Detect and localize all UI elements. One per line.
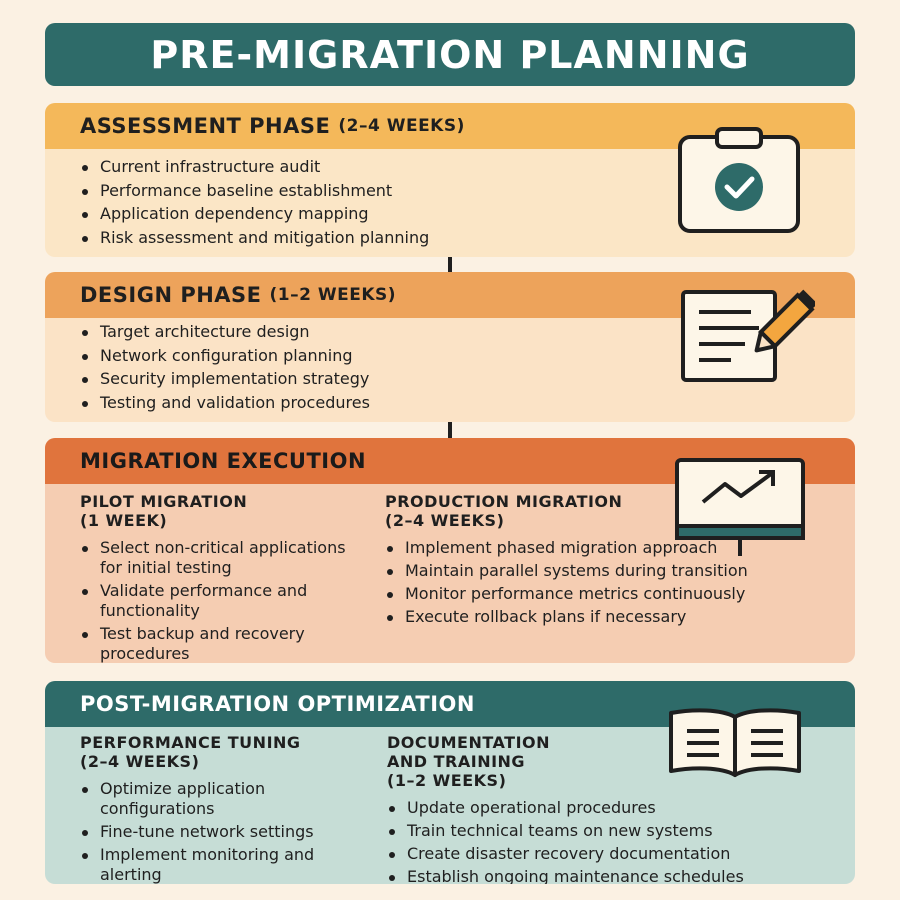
connector-line <box>448 257 452 272</box>
assessment-phase-panel <box>45 103 855 257</box>
pilot-migration-title: PILOT MIGRATION (1 WEEK) <box>80 492 248 530</box>
list-item: Train technical teams on new systems <box>387 821 827 841</box>
document-pencil-icon <box>675 288 815 384</box>
connector-line <box>448 422 452 438</box>
list-item: Fine-tune network settings <box>80 822 370 842</box>
list-item: Current infrastructure audit <box>80 157 429 177</box>
list-item: Target architecture design <box>80 322 370 342</box>
post-migration-panel <box>45 681 855 884</box>
title-banner <box>45 23 855 86</box>
clipboard-check-icon <box>675 125 805 237</box>
list-item: Monitor performance metrics continuously <box>385 584 825 604</box>
pilot-migration-list <box>80 538 370 663</box>
list-item: Update operational procedures <box>387 798 827 818</box>
list-item: Performance baseline establishment <box>80 181 429 201</box>
list-item: Test backup and recovery procedures <box>80 624 370 663</box>
list-item: Execute rollback plans if necessary <box>385 607 825 627</box>
performance-tuning-list <box>80 779 370 884</box>
documentation-training-title: DOCUMENTATION AND TRAINING (1–2 WEEKS) <box>387 733 551 790</box>
page-title: PRE-MIGRATION PLANNING <box>150 32 750 77</box>
pilot-migration-column <box>80 492 370 663</box>
list-item: Risk assessment and mitigation planning <box>80 228 429 248</box>
post-migration-title: POST-MIGRATION OPTIMIZATION <box>80 692 475 716</box>
performance-tuning-title: PERFORMANCE TUNING (2–4 WEEKS) <box>80 733 301 771</box>
migration-execution-panel <box>45 438 855 663</box>
list-item: Implement monitoring and alerting <box>80 845 370 884</box>
list-item: Application dependency mapping <box>80 204 429 224</box>
design-phase-duration: (1–2 WEEKS) <box>269 285 397 305</box>
list-item: Security implementation strategy <box>80 369 370 389</box>
list-item: Network configuration planning <box>80 346 370 366</box>
assessment-phase-title: ASSESSMENT PHASE <box>80 114 331 138</box>
list-item: Establish ongoing maintenance schedules <box>387 867 827 884</box>
design-phase-title: DESIGN PHASE <box>80 283 262 307</box>
assessment-phase-duration: (2–4 WEEKS) <box>338 116 465 136</box>
design-phase-panel <box>45 272 855 422</box>
list-item: Select non-critical applications for initial testing <box>80 538 370 578</box>
open-book-icon <box>663 707 807 781</box>
list-item: Testing and validation procedures <box>80 393 370 413</box>
list-item: Validate performance and functionality <box>80 581 370 621</box>
list-item: Maintain parallel systems during transition <box>385 561 825 581</box>
production-migration-title: PRODUCTION MIGRATION (2–4 WEEKS) <box>385 492 623 530</box>
migration-execution-title: MIGRATION EXECUTION <box>80 449 367 473</box>
assessment-list <box>80 157 429 251</box>
performance-tuning-column <box>80 733 370 884</box>
documentation-training-list <box>387 798 827 884</box>
list-item: Create disaster recovery documentation <box>387 844 827 864</box>
list-item: Optimize application configurations <box>80 779 370 819</box>
presentation-chart-icon <box>671 456 811 560</box>
list-item: Implement phased migration approach <box>385 538 825 558</box>
design-list <box>80 322 370 416</box>
